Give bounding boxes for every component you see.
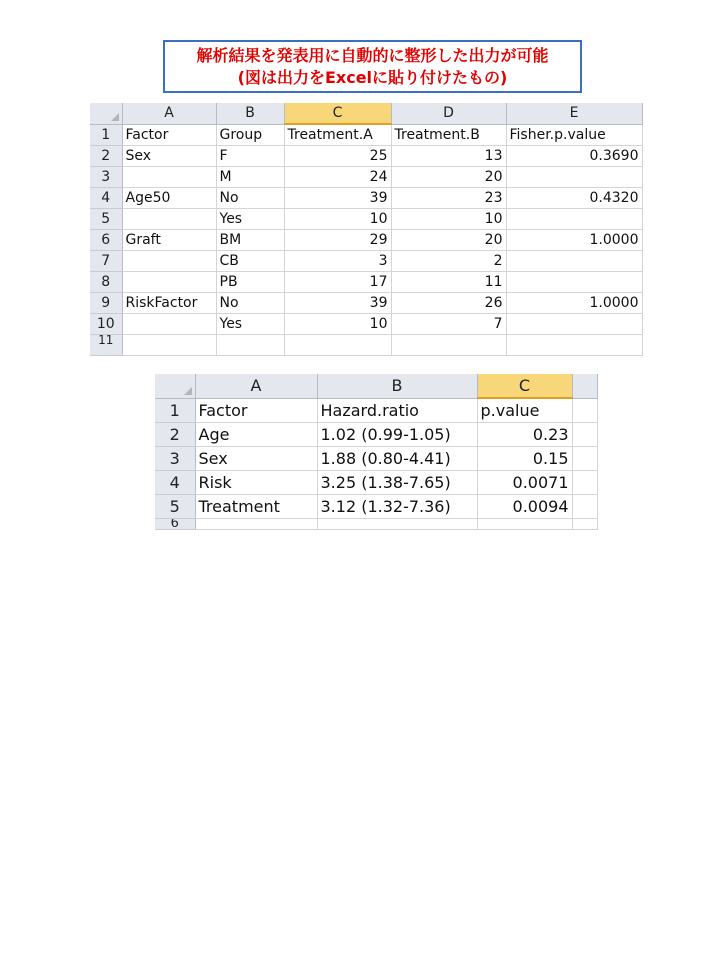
cell-d4[interactable]: 23 [391,188,506,209]
column-header-b[interactable]: B [317,374,477,398]
cell-d10[interactable]: 7 [391,314,506,335]
row-header[interactable]: 5 [155,495,195,519]
table-row [90,146,642,167]
row-header[interactable]: 3 [90,167,122,188]
cell-e11[interactable] [506,335,642,356]
row-header[interactable]: 6 [90,230,122,251]
row-header[interactable]: 6 [155,519,195,530]
row-header[interactable]: 7 [90,251,122,272]
table-row [90,272,642,293]
column-header-blank[interactable] [572,374,597,398]
cell-b6[interactable]: BM [216,230,284,251]
cell-e7[interactable] [506,251,642,272]
cell-a10[interactable] [122,314,216,335]
row-header[interactable]: 8 [90,272,122,293]
cell-e8[interactable] [506,272,642,293]
cell-a5[interactable]: Treatment [195,495,317,519]
cell-d5[interactable]: 10 [391,209,506,230]
cell-a8[interactable] [122,272,216,293]
cell-c3[interactable]: 0.15 [477,447,572,471]
cell-a4[interactable]: Age50 [122,188,216,209]
cell-d7[interactable]: 2 [391,251,506,272]
table-row [90,251,642,272]
cell-a4[interactable]: Risk [195,471,317,495]
cell-b6[interactable] [317,519,477,530]
table-row [155,495,597,519]
cell-c1[interactable]: Treatment.A [284,124,391,146]
cell-b9[interactable]: No [216,293,284,314]
cell-b2[interactable]: 1.02 (0.99-1.05) [317,423,477,447]
cell-b3[interactable]: M [216,167,284,188]
cell-b10[interactable]: Yes [216,314,284,335]
cell-b11[interactable] [216,335,284,356]
table-row [90,335,642,356]
row-header[interactable]: 5 [90,209,122,230]
cell-c4[interactable]: 39 [284,188,391,209]
row-header[interactable]: 4 [90,188,122,209]
cell-e2[interactable]: 0.3690 [506,146,642,167]
column-header-d[interactable]: D [391,103,506,124]
cell-d6[interactable]: 20 [391,230,506,251]
cell-c3[interactable]: 24 [284,167,391,188]
cell-a5[interactable] [122,209,216,230]
cell-a6[interactable] [195,519,317,530]
cell-c5[interactable]: 10 [284,209,391,230]
cell-c2[interactable]: 0.23 [477,423,572,447]
row-header[interactable]: 2 [155,423,195,447]
table-row [90,124,642,146]
cell-blank[interactable] [572,423,597,447]
caption-line-1: 解析結果を発表用に自動的に整形した出力が可能 [196,46,549,65]
column-header-c[interactable]: C [284,103,391,124]
cell-a3[interactable] [122,167,216,188]
cell-b8[interactable]: PB [216,272,284,293]
cell-e5[interactable] [506,209,642,230]
cell-b1[interactable]: Hazard.ratio [317,398,477,423]
column-header-b[interactable]: B [216,103,284,124]
table-row [155,423,597,447]
table-row [155,447,597,471]
column-header-a[interactable]: A [195,374,317,398]
cell-b3[interactable]: 1.88 (0.80-4.41) [317,447,477,471]
table-row [155,519,597,530]
cell-a3[interactable]: Sex [195,447,317,471]
cell-b7[interactable]: CB [216,251,284,272]
cell-d8[interactable]: 11 [391,272,506,293]
cell-c6[interactable] [477,519,572,530]
spreadsheet-hazard [155,374,598,530]
cell-d11[interactable] [391,335,506,356]
row-header[interactable]: 3 [155,447,195,471]
cell-blank[interactable] [572,495,597,519]
cell-c10[interactable]: 10 [284,314,391,335]
row-header[interactable]: 9 [90,293,122,314]
cell-a7[interactable] [122,251,216,272]
table-row [90,314,642,335]
caption-box [163,40,582,93]
table-row [90,188,642,209]
cell-c11[interactable] [284,335,391,356]
cell-a1[interactable]: Factor [195,398,317,423]
row-header[interactable]: 4 [155,471,195,495]
table-row [155,398,597,423]
cell-c7[interactable]: 3 [284,251,391,272]
cell-blank[interactable] [572,398,597,423]
column-header-c[interactable]: C [477,374,572,398]
cell-c1[interactable]: p.value [477,398,572,423]
row-header[interactable]: 11 [90,335,122,356]
cell-a6[interactable]: Graft [122,230,216,251]
cell-b5[interactable]: Yes [216,209,284,230]
cell-a9[interactable]: RiskFactor [122,293,216,314]
cell-e1[interactable]: Fisher.p.value [506,124,642,146]
table-row [90,209,642,230]
cell-d2[interactable]: 13 [391,146,506,167]
cell-c2[interactable]: 25 [284,146,391,167]
cell-blank[interactable] [572,447,597,471]
row-header[interactable]: 10 [90,314,122,335]
column-header-a[interactable]: A [122,103,216,124]
cell-b5[interactable]: 3.12 (1.32-7.36) [317,495,477,519]
cell-c9[interactable]: 39 [284,293,391,314]
row-header[interactable]: 2 [90,146,122,167]
cell-c4[interactable]: 0.0071 [477,471,572,495]
cell-c8[interactable]: 17 [284,272,391,293]
cell-e9[interactable]: 1.0000 [506,293,642,314]
cell-c6[interactable]: 29 [284,230,391,251]
row-header[interactable]: 1 [90,124,122,146]
cell-a11[interactable] [122,335,216,356]
cell-d9[interactable]: 26 [391,293,506,314]
cell-e10[interactable] [506,314,642,335]
cell-a2[interactable]: Age [195,423,317,447]
table-row [155,471,597,495]
select-all-corner[interactable] [155,374,195,398]
cell-c5[interactable]: 0.0094 [477,495,572,519]
cell-b1[interactable]: Group [216,124,284,146]
cell-d3[interactable]: 20 [391,167,506,188]
cell-e6[interactable]: 1.0000 [506,230,642,251]
cell-b4[interactable]: 3.25 (1.38-7.65) [317,471,477,495]
table-row [90,167,642,188]
cell-a1[interactable]: Factor [122,124,216,146]
cell-b4[interactable]: No [216,188,284,209]
caption-line-2: (図は出力をExcelに貼り付けたもの) [237,68,508,87]
cell-a2[interactable]: Sex [122,146,216,167]
row-header[interactable]: 1 [155,398,195,423]
table-row [90,293,642,314]
cell-e3[interactable] [506,167,642,188]
cell-e4[interactable]: 0.4320 [506,188,642,209]
cell-blank[interactable] [572,519,597,530]
cell-d1[interactable]: Treatment.B [391,124,506,146]
cell-blank[interactable] [572,471,597,495]
spreadsheet-fisher [90,103,643,356]
column-header-e[interactable]: E [506,103,642,124]
cell-b2[interactable]: F [216,146,284,167]
select-all-corner[interactable] [90,103,122,124]
table-row [90,230,642,251]
